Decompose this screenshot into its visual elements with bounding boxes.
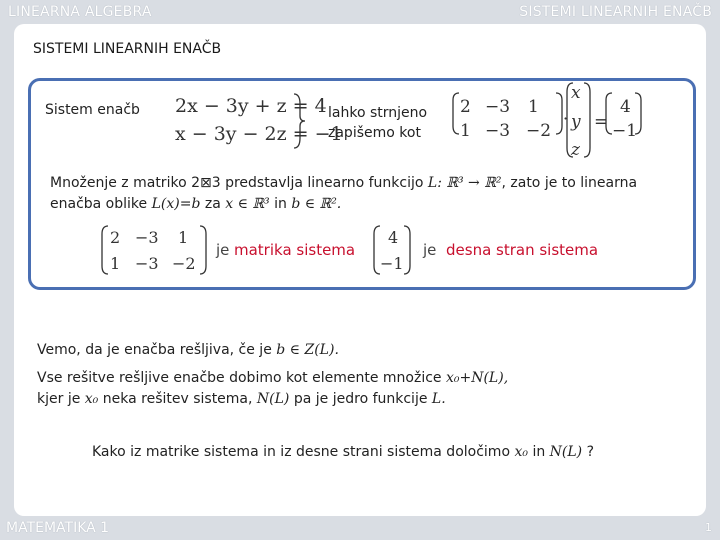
b-domain: b ∈ ℝ². [291,196,342,212]
q-kernel-symbol: N(L) [549,444,583,460]
slide-title: SISTEMI LINEARNIH ENAČB [33,41,222,57]
paragraph-2 [37,368,508,388]
vse-resitve-text: Vse rešitve rešljive enačbe dobimo kot elemente množice [37,370,442,386]
q-end: ? [586,444,595,460]
x-domain: x ∈ ℝ³ [225,196,270,212]
matrix-small-cell: 1 [110,254,121,273]
equation-1: 2x − 3y + z = 4 [175,95,327,117]
equation-2: x − 3y − 2z = −1 [175,123,343,145]
matrix-cell: 2 [460,97,471,117]
matrix-cell: −2 [526,121,552,141]
desna-stran-label: desna stran sistema [446,241,599,259]
mnozenje-text: Množenje z matriko 2⊠3 predstavlja linearno funkcijo [50,175,424,191]
page-number: 1 [705,521,712,534]
equation-system [170,90,343,152]
question-text: Kako iz matrike sistema in iz desne strani sistema določimo [92,444,511,460]
matrix-small-cell: −2 [172,254,196,273]
vector-x-entry: z [571,140,580,160]
vector-b-small-entry: 4 [388,228,399,247]
vector-b-entry: 4 [620,97,631,117]
equals-sign: = [594,112,609,132]
je-text-1: je [216,241,230,259]
neka-resitev-text: neka rešitev sistema, [102,391,253,407]
vector-b-small-entry: −1 [380,254,404,273]
matrix-small-right-paren [200,226,206,274]
paragraph-3 [37,389,446,409]
vector-x-entry: x [571,83,581,103]
zato-text: , zato je to linearna [501,175,638,191]
matrix-small-cell: −3 [135,254,159,273]
matrix-cell: −3 [485,121,511,141]
matrix-small-cell: −3 [135,228,159,247]
kernel-symbol: N(L) [256,391,290,407]
q-in-text: in [532,444,546,460]
solution-set: x₀+N(L), [445,370,509,386]
matrix-cell: 1 [460,121,471,141]
matrix-small-cell: 1 [178,228,189,247]
matrix-right-paren [556,93,562,134]
q-x0-symbol: x₀ [514,444,528,460]
vector-x-entry: y [571,112,581,132]
paragraph-1 [37,340,339,360]
lahko-text: lahko strnjeno [328,105,428,121]
footer-course: MATEMATIKA 1 [6,520,110,536]
x0-symbol: x₀ [84,391,99,407]
zapisemo-text: zapišemo kot [328,125,421,141]
l-symbol: L. [431,391,446,407]
equation-form: L(x)=b [151,196,201,212]
matrika-sistema-label: matrika sistema [234,241,356,259]
vector-b-small-right-paren [404,226,410,274]
matrix-cell: −3 [485,97,511,117]
question-line [92,442,594,462]
enacba-oblike-text: enačba oblike [50,196,148,212]
enacba-oblike-line [50,194,341,214]
za-text: za [204,196,221,212]
pa-je-jedro-text: pa je jedro funkcije [293,391,428,407]
matrix-left-paren [453,93,459,134]
vector-b-small [372,222,412,278]
mnozenje-line [50,173,637,193]
b-in-image: b ∈ Z(L). [276,342,339,358]
matrix-small-cell: 2 [110,228,121,247]
linear-function: L: ℝ³ → ℝ² [427,175,502,191]
je-text-2: je [423,241,437,259]
vemo-text: Vemo, da je enačba rešljiva, če je [37,342,272,358]
dot-operator: · [563,109,569,128]
vector-right-paren [584,83,590,157]
in-text: in [274,196,287,212]
vector-b-entry: −1 [612,121,638,141]
matrix-small [100,222,210,278]
course-header: LINEARNA ALGEBRA [8,4,152,20]
section-header: SISTEMI LINEARNIH ENAČB [519,4,712,20]
matrix-equation [450,80,650,160]
matrix-small-left-paren [102,226,108,274]
kjer-je-text: kjer je [37,391,81,407]
matrix-cell: 1 [528,97,539,117]
sistem-label: Sistem enačb [45,102,140,118]
